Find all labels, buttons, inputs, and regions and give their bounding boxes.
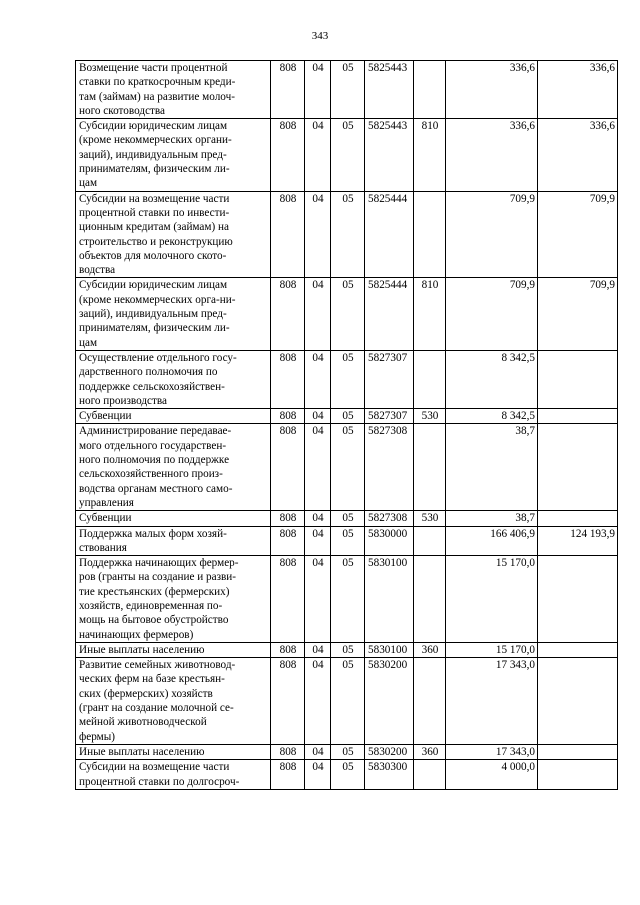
row-name-cell: Субсидии на возмещение части процентной ставки по инвести- ционным кредитам (займам) на строительство и реконструкцию объектов для молочного ското- водства: [76, 191, 271, 278]
subsection-code-cell: 05: [331, 191, 365, 278]
amount-cell-1: 4 000,0: [446, 760, 538, 790]
budget-table: [75, 60, 618, 790]
row-name-cell: Осуществление отдельного госу- дарственного полномочия по поддержке сельскохозяйствен- ного производства: [76, 350, 271, 408]
amount-cell-2: [538, 744, 618, 759]
section-code-cell: 04: [305, 526, 331, 556]
ministry-code-cell: 808: [271, 658, 305, 745]
amount-cell-1: 38,7: [446, 511, 538, 526]
section-code-cell: 04: [305, 556, 331, 643]
section-code-cell: 04: [305, 642, 331, 657]
table-row: [76, 658, 618, 745]
ministry-code-cell: 808: [271, 556, 305, 643]
table-body: [76, 61, 618, 790]
amount-cell-2: 336,6: [538, 61, 618, 119]
section-code-cell: 04: [305, 658, 331, 745]
table-row: [76, 526, 618, 556]
amount-cell-2: [538, 658, 618, 745]
subsection-code-cell: 05: [331, 760, 365, 790]
table-row: [76, 278, 618, 350]
row-name-cell: Субсидии на возмещение части процентной ставки по долгосроч-: [76, 760, 271, 790]
expense-kind-cell: [414, 526, 446, 556]
amount-cell-2: [538, 409, 618, 424]
subsection-code-cell: 05: [331, 526, 365, 556]
expense-kind-cell: 360: [414, 642, 446, 657]
expense-kind-cell: [414, 556, 446, 643]
row-name-cell: Администрирование передавае- мого отдельного государствен- ного полномочия по поддержке сельскохозяйственного произ- водства органам местного само- управления: [76, 424, 271, 511]
section-code-cell: 04: [305, 511, 331, 526]
page-number: 343: [311, 30, 329, 42]
amount-cell-2: 124 193,9: [538, 526, 618, 556]
row-name-cell: Развитие семейных животновод- ческих ферм на базе крестьян- ских (фермерских) хозяйств (грант на создание молочной се- мейной животноводческой фермы): [76, 658, 271, 745]
table-row: [76, 511, 618, 526]
row-name-cell: Иные выплаты населению: [76, 744, 271, 759]
amount-cell-1: 336,6: [446, 119, 538, 191]
ministry-code-cell: 808: [271, 350, 305, 408]
amount-cell-1: 15 170,0: [446, 642, 538, 657]
amount-cell-1: 17 343,0: [446, 658, 538, 745]
row-name-cell: Субвенции: [76, 511, 271, 526]
row-name-cell: Субсидии юридическим лицам (кроме некоммерческих орга-ни- заций), индивидуальным пред- принимателям, физическим ли- цам: [76, 278, 271, 350]
ministry-code-cell: 808: [271, 760, 305, 790]
amount-cell-1: 17 343,0: [446, 744, 538, 759]
ministry-code-cell: 808: [271, 744, 305, 759]
target-article-cell: 5830200: [365, 744, 414, 759]
ministry-code-cell: 808: [271, 526, 305, 556]
subsection-code-cell: 05: [331, 409, 365, 424]
row-name-cell: Возмещение части процентной ставки по краткосрочным креди- там (займам) на развитие молоч- ного скотоводства: [76, 61, 271, 119]
amount-cell-2: [538, 424, 618, 511]
section-code-cell: 04: [305, 424, 331, 511]
target-article-cell: 5825444: [365, 191, 414, 278]
expense-kind-cell: 810: [414, 119, 446, 191]
expense-kind-cell: 810: [414, 278, 446, 350]
table-row: [76, 642, 618, 657]
row-name-cell: Субсидии юридическим лицам (кроме некоммерческих органи- заций), индивидуальным пред- принимателям, физическим ли- цам: [76, 119, 271, 191]
expense-kind-cell: [414, 191, 446, 278]
table-row: [76, 409, 618, 424]
subsection-code-cell: 05: [331, 642, 365, 657]
expense-kind-cell: [414, 350, 446, 408]
expense-kind-cell: [414, 61, 446, 119]
subsection-code-cell: 05: [331, 658, 365, 745]
section-code-cell: 04: [305, 119, 331, 191]
section-code-cell: 04: [305, 278, 331, 350]
amount-cell-2: [538, 511, 618, 526]
ministry-code-cell: 808: [271, 642, 305, 657]
amount-cell-2: [538, 760, 618, 790]
amount-cell-1: 8 342,5: [446, 350, 538, 408]
expense-kind-cell: [414, 658, 446, 745]
expense-kind-cell: 530: [414, 511, 446, 526]
subsection-code-cell: 05: [331, 61, 365, 119]
ministry-code-cell: 808: [271, 61, 305, 119]
expense-kind-cell: [414, 760, 446, 790]
expense-kind-cell: 530: [414, 409, 446, 424]
ministry-code-cell: 808: [271, 424, 305, 511]
expense-kind-cell: 360: [414, 744, 446, 759]
table-row: [76, 61, 618, 119]
target-article-cell: 5830000: [365, 526, 414, 556]
target-article-cell: 5830100: [365, 642, 414, 657]
row-name-cell: Поддержка начинающих фермер- ров (гранты на создание и разви- тие крестьянских (фермерских) хозяйств, единовременная по- мощь на бытовое обустройство начинающих фермеров): [76, 556, 271, 643]
table-row: [76, 760, 618, 790]
target-article-cell: 5827307: [365, 350, 414, 408]
subsection-code-cell: 05: [331, 556, 365, 643]
amount-cell-1: 709,9: [446, 191, 538, 278]
expense-kind-cell: [414, 424, 446, 511]
amount-cell-1: 709,9: [446, 278, 538, 350]
target-article-cell: 5830300: [365, 760, 414, 790]
table-row: [76, 350, 618, 408]
ministry-code-cell: 808: [271, 409, 305, 424]
section-code-cell: 04: [305, 409, 331, 424]
subsection-code-cell: 05: [331, 511, 365, 526]
section-code-cell: 04: [305, 744, 331, 759]
ministry-code-cell: 808: [271, 278, 305, 350]
target-article-cell: 5825444: [365, 278, 414, 350]
target-article-cell: 5830100: [365, 556, 414, 643]
table-row: [76, 424, 618, 511]
section-code-cell: 04: [305, 760, 331, 790]
row-name-cell: Иные выплаты населению: [76, 642, 271, 657]
target-article-cell: 5825443: [365, 61, 414, 119]
amount-cell-2: [538, 350, 618, 408]
subsection-code-cell: 05: [331, 424, 365, 511]
subsection-code-cell: 05: [331, 119, 365, 191]
ministry-code-cell: 808: [271, 119, 305, 191]
ministry-code-cell: 808: [271, 511, 305, 526]
target-article-cell: 5827307: [365, 409, 414, 424]
amount-cell-2: 336,6: [538, 119, 618, 191]
table-row: [76, 744, 618, 759]
table-row: [76, 191, 618, 278]
row-name-cell: Поддержка малых форм хозяй- ствования: [76, 526, 271, 556]
amount-cell-1: 8 342,5: [446, 409, 538, 424]
amount-cell-1: 336,6: [446, 61, 538, 119]
amount-cell-1: 38,7: [446, 424, 538, 511]
subsection-code-cell: 05: [331, 350, 365, 408]
target-article-cell: 5827308: [365, 511, 414, 526]
amount-cell-2: 709,9: [538, 278, 618, 350]
section-code-cell: 04: [305, 191, 331, 278]
section-code-cell: 04: [305, 350, 331, 408]
target-article-cell: 5825443: [365, 119, 414, 191]
amount-cell-2: [538, 642, 618, 657]
table-row: [76, 556, 618, 643]
row-name-cell: Субвенции: [76, 409, 271, 424]
target-article-cell: 5827308: [365, 424, 414, 511]
target-article-cell: 5830200: [365, 658, 414, 745]
subsection-code-cell: 05: [331, 278, 365, 350]
ministry-code-cell: 808: [271, 191, 305, 278]
table-row: [76, 119, 618, 191]
section-code-cell: 04: [305, 61, 331, 119]
amount-cell-2: [538, 556, 618, 643]
subsection-code-cell: 05: [331, 744, 365, 759]
amount-cell-1: 15 170,0: [446, 556, 538, 643]
amount-cell-1: 166 406,9: [446, 526, 538, 556]
amount-cell-2: 709,9: [538, 191, 618, 278]
